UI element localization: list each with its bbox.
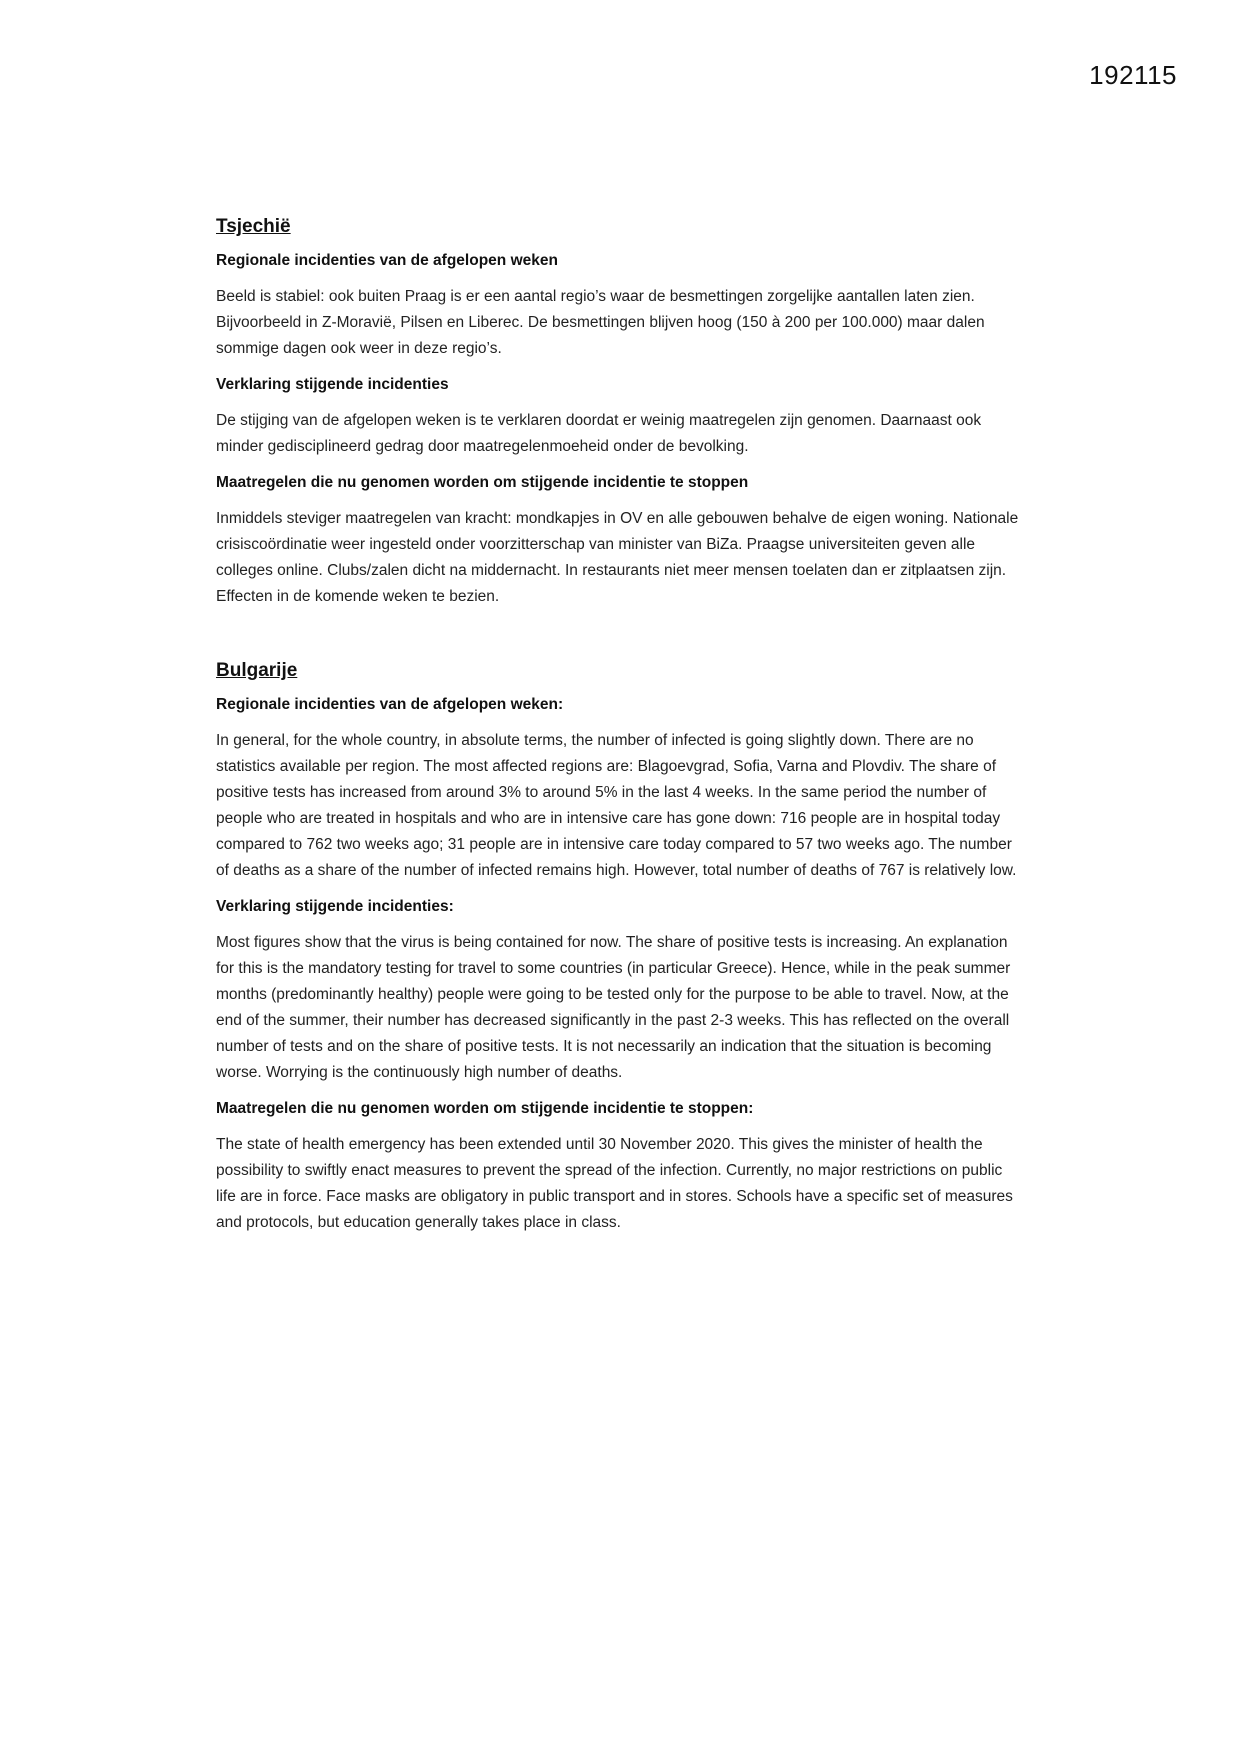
subheading: Maatregelen die nu genomen worden om stijgende incidentie te stoppen:: [216, 1100, 754, 1117]
section-bulgarije: [216, 660, 1026, 1236]
subheading: Regionale incidenties van de afgelopen weken:: [216, 696, 564, 713]
subheading: Verklaring stijgende incidenties:: [216, 898, 454, 915]
paragraph: The state of health emergency has been extended until 30 November 2020. This gives the minister of health the possibility to swiftly enact measures to prevent the spread of the infection. Currently, no major restrictions on public life are in force. Face masks are obligatory in public transport and in stores. Schools have a specific set of measures and protocols, but education generally takes place in class.: [216, 1136, 1013, 1231]
paragraph: In general, for the whole country, in absolute terms, the number of infected is going slightly down. There are no statistics available per region. The most affected regions are: Blagoevgrad, Sofia, Varna and Plovdiv. The share of positive tests has increased from around 3% to around 5% in the last 4 weeks. In the same period the number of people who are treated in hospitals and who are in intensive care has gone down: 716 people are in hospital today compared to 762 two weeks ago; 31 people are in intensive care today compared to 57 two weeks ago. The number of deaths as a share of the number of infected remains high. However, total number of deaths of 767 is relatively low.: [216, 732, 1017, 879]
subheading: Regionale incidenties van de afgelopen weken: [216, 252, 558, 269]
page-number: 192115: [1089, 60, 1177, 90]
paragraph: Beeld is stabiel: ook buiten Praag is er een aantal regio’s waar de besmettingen zorgelijke aantallen laten zien. Bijvoorbeeld in Z-Moravië, Pilsen en Liberec. De besmettingen blijven hoog (150 à 200 per 100.000) maar dalen sommige dagen ook weer in deze regio’s.: [216, 288, 985, 357]
document-body: [216, 216, 1026, 1250]
paragraph: De stijging van de afgelopen weken is te verklaren doordat er weinig maatregelen zijn genomen. Daarnaast ook minder gedisciplineerd gedrag door maatregelenmoeheid onder de bevolking.: [216, 412, 982, 455]
paragraph: Inmiddels steviger maatregelen van kracht: mondkapjes in OV en alle gebouwen behalve de eigen woning. Nationale crisiscoördinatie weer ingesteld onder voorzitterschap van minister van BiZa. Praagse universiteiten geven alle colleges online. Clubs/zalen dicht na middernacht. In restaurants niet meer mensen toelaten dan er zitplaatsen zijn. Effecten in de komende weken te bezien.: [216, 510, 1019, 605]
section-title: Bulgarije: [216, 660, 298, 681]
subheading: Maatregelen die nu genomen worden om stijgende incidentie te stoppen: [216, 474, 749, 491]
subheading: Verklaring stijgende incidenties: [216, 376, 449, 393]
paragraph: Most figures show that the virus is being contained for now. The share of positive tests is increasing. An explanation for this is the mandatory testing for travel to some countries (in particular Greece). Hence, while in the peak summer months (predominantly healthy) people were going to be tested only for the purpose to be able to travel. Now, at the end of the summer, their number has decreased significantly in the past 2-3 weeks. This has reflected on the overall number of tests and on the share of positive tests. It is not necessarily an indication that the situation is becoming worse. Worrying is the continuously high number of deaths.: [216, 934, 1011, 1081]
section-title: Tsjechië: [216, 216, 291, 237]
section-tsjechie: [216, 216, 1026, 610]
